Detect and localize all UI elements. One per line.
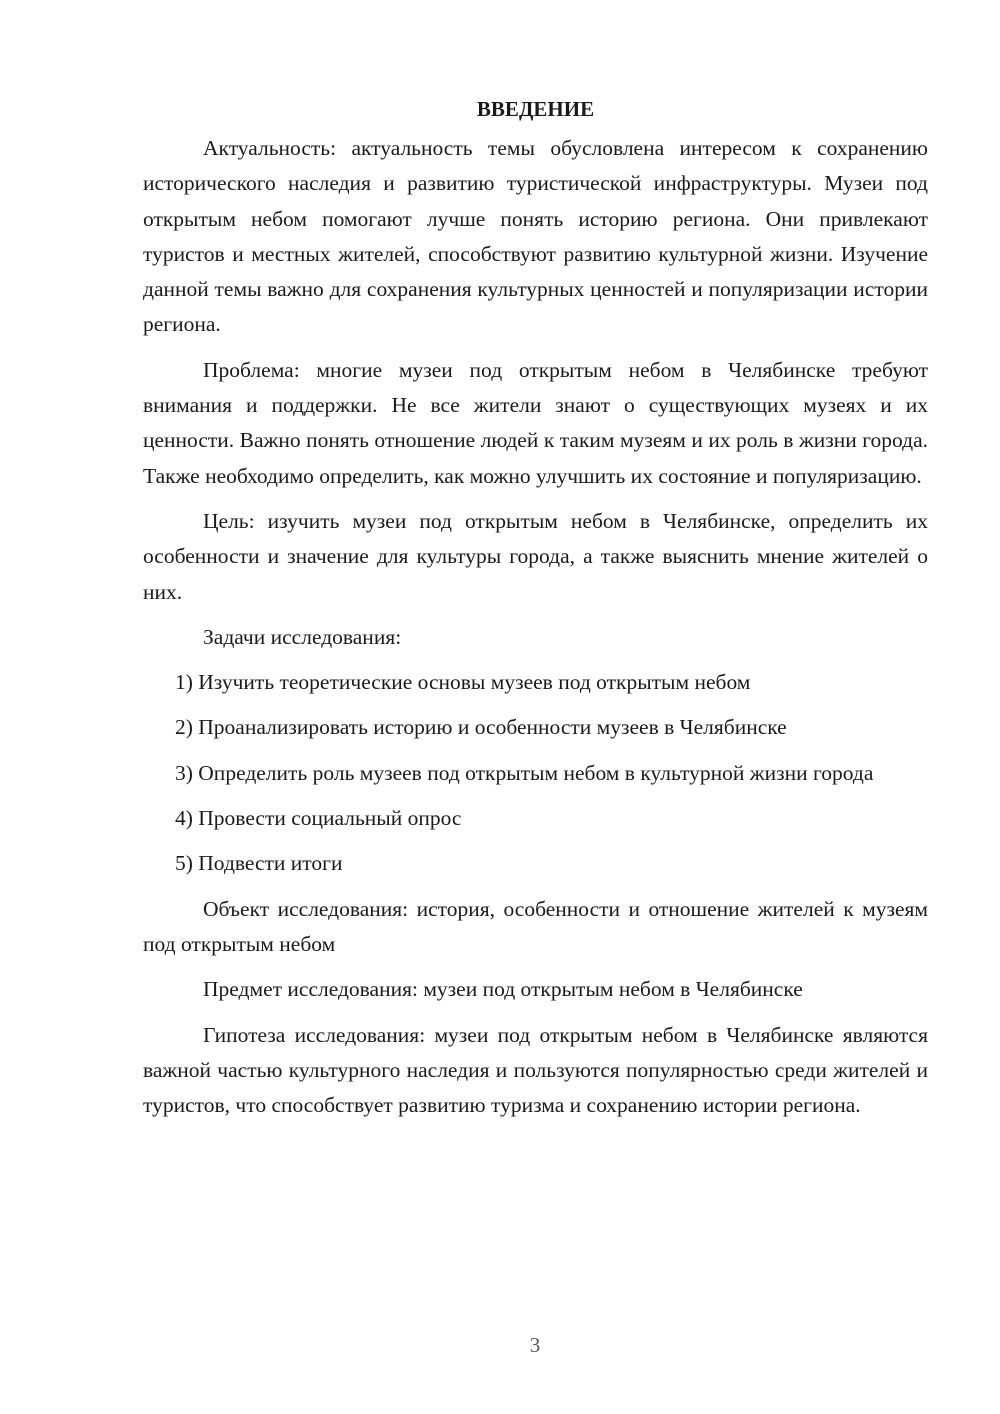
- task-item-3: 3) Определить роль музеев под открытым небом в культурной жизни города: [175, 760, 874, 785]
- task-item-4: 4) Провести социальный опрос: [175, 806, 462, 831]
- paragraph-goal: Цель: изучить музеи под открытым небом в Челябинске, определить их особенности и значение для культуры города, а также выяснить мнение жителей о них.: [143, 508, 928, 604]
- page-number: 3: [529, 1333, 541, 1357]
- paragraph-subject: Предмет исследования: музеи под открытым небом в Челябинске: [203, 977, 803, 1002]
- paragraph-object: Объект исследования: история, особенности и отношение жителей к музеям под открытым небом: [143, 896, 928, 956]
- task-item-2: 2) Проанализировать историю и особенности музеев в Челябинске: [175, 715, 787, 740]
- paragraph-tasks-heading: Задачи исследования:: [203, 624, 402, 649]
- task-item-5: 5) Подвести итоги: [175, 851, 343, 876]
- task-item-1: 1) Изучить теоретические основы музеев под открытым небом: [175, 670, 751, 695]
- document-page: [143, 92, 928, 1133]
- page-title: ВВЕДЕНИЕ: [476, 97, 595, 121]
- paragraph-relevance: Актуальность: актуальность темы обусловлена интересом к сохранению исторического наследия и развитию туристической инфраструктуры. Музеи под открытым небом помогают лучше понять историю региона. Они привлекают туристов и местных жителей, способствуют развитию культурной жизни. Изучение данной темы важно для сохранения культурных ценностей и популяризации истории региона.: [143, 136, 928, 337]
- paragraph-hypothesis: Гипотеза исследования: музеи под открытым небом в Челябинске являются важной частью культурного наследия и пользуются популярностью среди жителей и туристов, что способствует развитию туризма и сохранению истории региона.: [143, 1022, 928, 1118]
- paragraph-problem: Проблема: многие музеи под открытым небом в Челябинске требуют внимания и поддержки. Не все жители знают о существующих музеях и их ценности. Важно понять отношение людей к таким музеям и их роль в жизни города. Также необходимо определить, как можно улучшить их состояние и популяризацию.: [143, 357, 928, 488]
